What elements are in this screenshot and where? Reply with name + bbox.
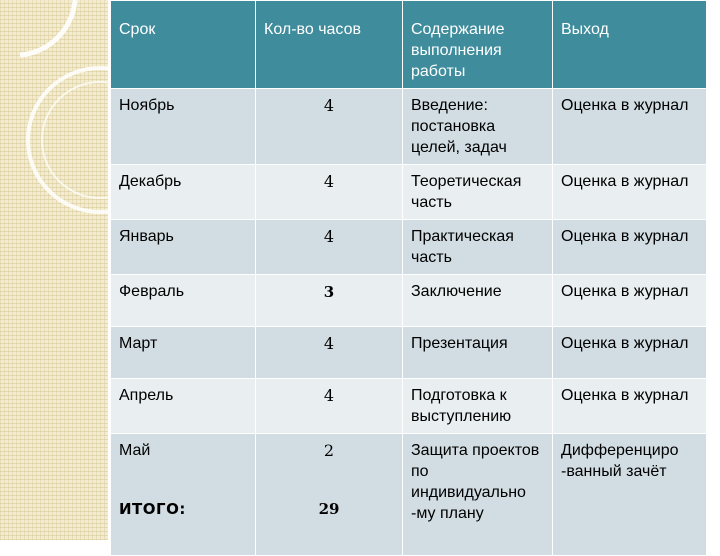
month-cell: Март <box>111 327 256 379</box>
table-row <box>111 89 707 165</box>
hours-cell: 4 <box>256 165 403 220</box>
content-cell: Введение: постановка целей, задач <box>403 89 553 165</box>
table-row <box>111 220 707 275</box>
month-cell <box>111 434 256 556</box>
output-cell: Оценка в журнал <box>553 220 707 275</box>
output-cell: Оценка в журнал <box>553 165 707 220</box>
content-cell: Подготовка к выступлению <box>403 379 553 434</box>
output-cell: Оценка в журнал <box>553 275 707 327</box>
content-cell: Защита проектов по индивидуально -му плану <box>403 434 553 556</box>
table-row <box>111 434 707 556</box>
table-row <box>111 275 707 327</box>
hours-value: 3 <box>323 283 335 301</box>
content-cell: Теоретическая часть <box>403 165 553 220</box>
output-cell: Оценка в журнал <box>553 379 707 434</box>
content-cell: Практическая часть <box>403 220 553 275</box>
table-row <box>111 379 707 434</box>
month-cell: Декабрь <box>111 165 256 220</box>
work-plan-table <box>110 0 707 556</box>
table-row <box>111 327 707 379</box>
content-cell: Презентация <box>403 327 553 379</box>
table-header-row <box>111 1 707 89</box>
header-deadline: Срок <box>111 1 256 89</box>
hours-cell: 4 <box>256 220 403 275</box>
table-row <box>111 165 707 220</box>
hours-cell: 4 <box>256 327 403 379</box>
total-hours: 29 <box>318 500 340 518</box>
month-value: Май <box>119 442 151 459</box>
output-cell: Дифференциро -ванный зачёт <box>553 434 707 556</box>
month-cell: Январь <box>111 220 256 275</box>
hours-cell <box>256 275 403 327</box>
total-label: ИТОГО: <box>119 500 186 518</box>
header-output: Выход <box>553 1 707 89</box>
hours-cell: 4 <box>256 89 403 165</box>
month-cell: Ноябрь <box>111 89 256 165</box>
hours-cell: 4 <box>256 379 403 434</box>
output-cell: Оценка в журнал <box>553 89 707 165</box>
header-content: Содержание выполнения работы <box>403 1 553 89</box>
month-cell: Апрель <box>111 379 256 434</box>
output-cell: Оценка в журнал <box>553 327 707 379</box>
hours-value: 2 <box>323 441 335 460</box>
hours-cell <box>256 434 403 556</box>
content-cell: Заключение <box>403 275 553 327</box>
month-cell: Февраль <box>111 275 256 327</box>
header-hours: Кол-во часов <box>256 1 403 89</box>
